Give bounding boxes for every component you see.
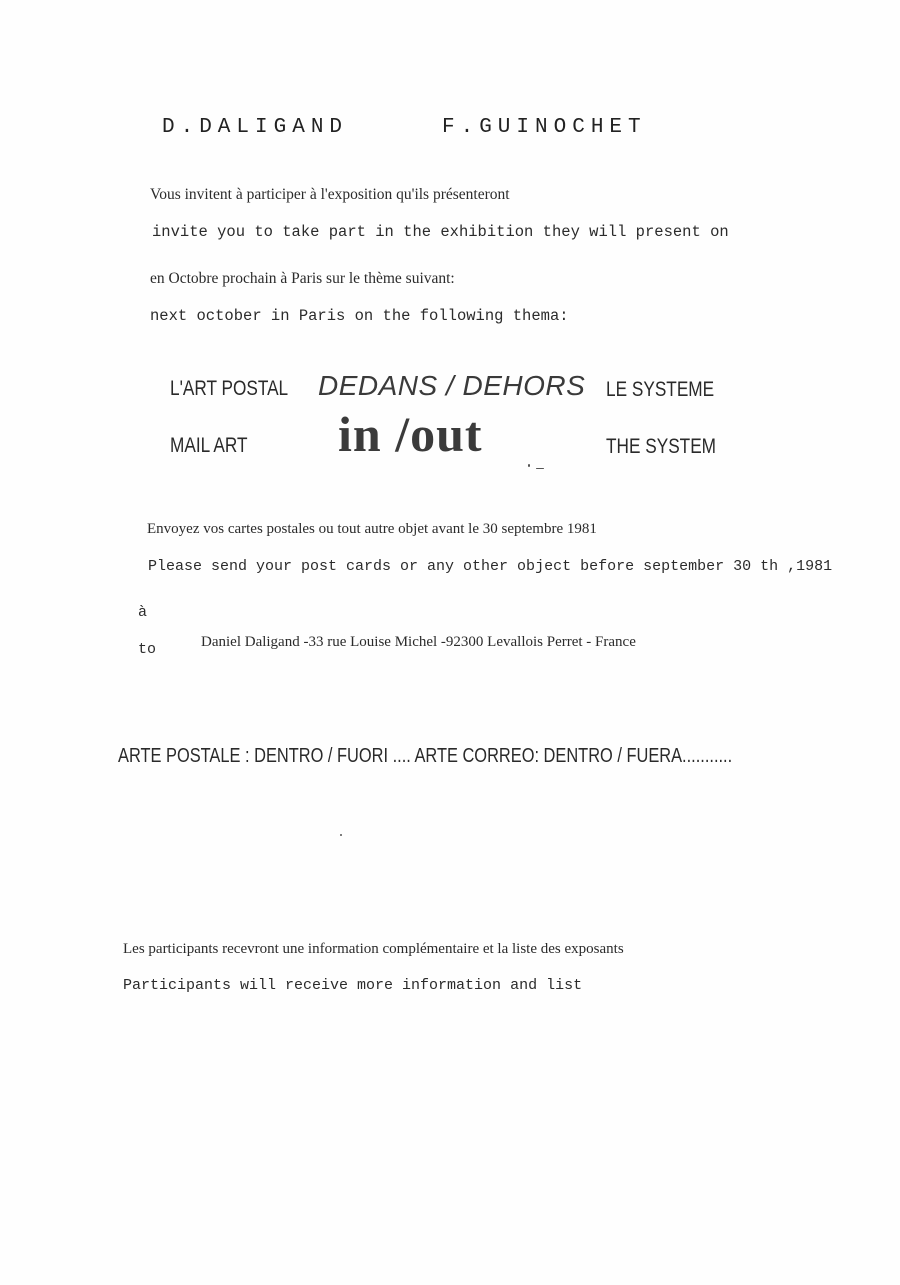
- theme-en-right: THE SYSTEM: [606, 435, 717, 458]
- address-to-fr: à: [138, 604, 148, 621]
- ink-speck: [536, 468, 544, 469]
- invitation-en-line-2: next october in Paris on the following thema:: [150, 307, 569, 325]
- address-line: Daniel Daligand -33 rue Louise Michel -92300 Levallois Perret - France: [201, 634, 636, 650]
- theme-fr-left: L'ART POSTAL: [170, 377, 289, 400]
- other-languages-line: ARTE POSTALE : DENTRO / FUORI .... ARTE CORREO: DENTRO / FUERA...........: [118, 745, 733, 767]
- theme-fr-right: LE SYSTEME: [606, 378, 715, 401]
- submission-fr: Envoyez vos cartes postales ou tout autre objet avant le 30 septembre 1981: [147, 521, 597, 537]
- ink-speck: [340, 834, 342, 836]
- submission-en: Please send your post cards or any other object before september 30 th ,1981: [148, 558, 833, 575]
- theme-en-title: in /out: [338, 406, 483, 462]
- participants-fr: Les participants recevront une information complémentaire et la liste des exposants: [123, 941, 624, 957]
- ink-speck: [528, 464, 530, 467]
- invitation-fr-line-1: Vous invitent à participer à l'exposition qu'ils présenteront: [150, 186, 510, 203]
- invitation-fr-line-2: en Octobre prochain à Paris sur le thème suivant:: [150, 270, 455, 287]
- author-daligand: D.DALIGAND: [162, 116, 349, 139]
- invitation-en-line-1: invite you to take part in the exhibition they will present on: [152, 223, 729, 241]
- address-to-en: to: [138, 641, 157, 658]
- theme-en-left: MAIL ART: [170, 434, 248, 457]
- author-guinochet: F.GUINOCHET: [442, 116, 647, 139]
- participants-en: Participants will receive more information and list: [123, 977, 583, 994]
- theme-fr-title: DEDANS / DEHORS: [318, 370, 586, 401]
